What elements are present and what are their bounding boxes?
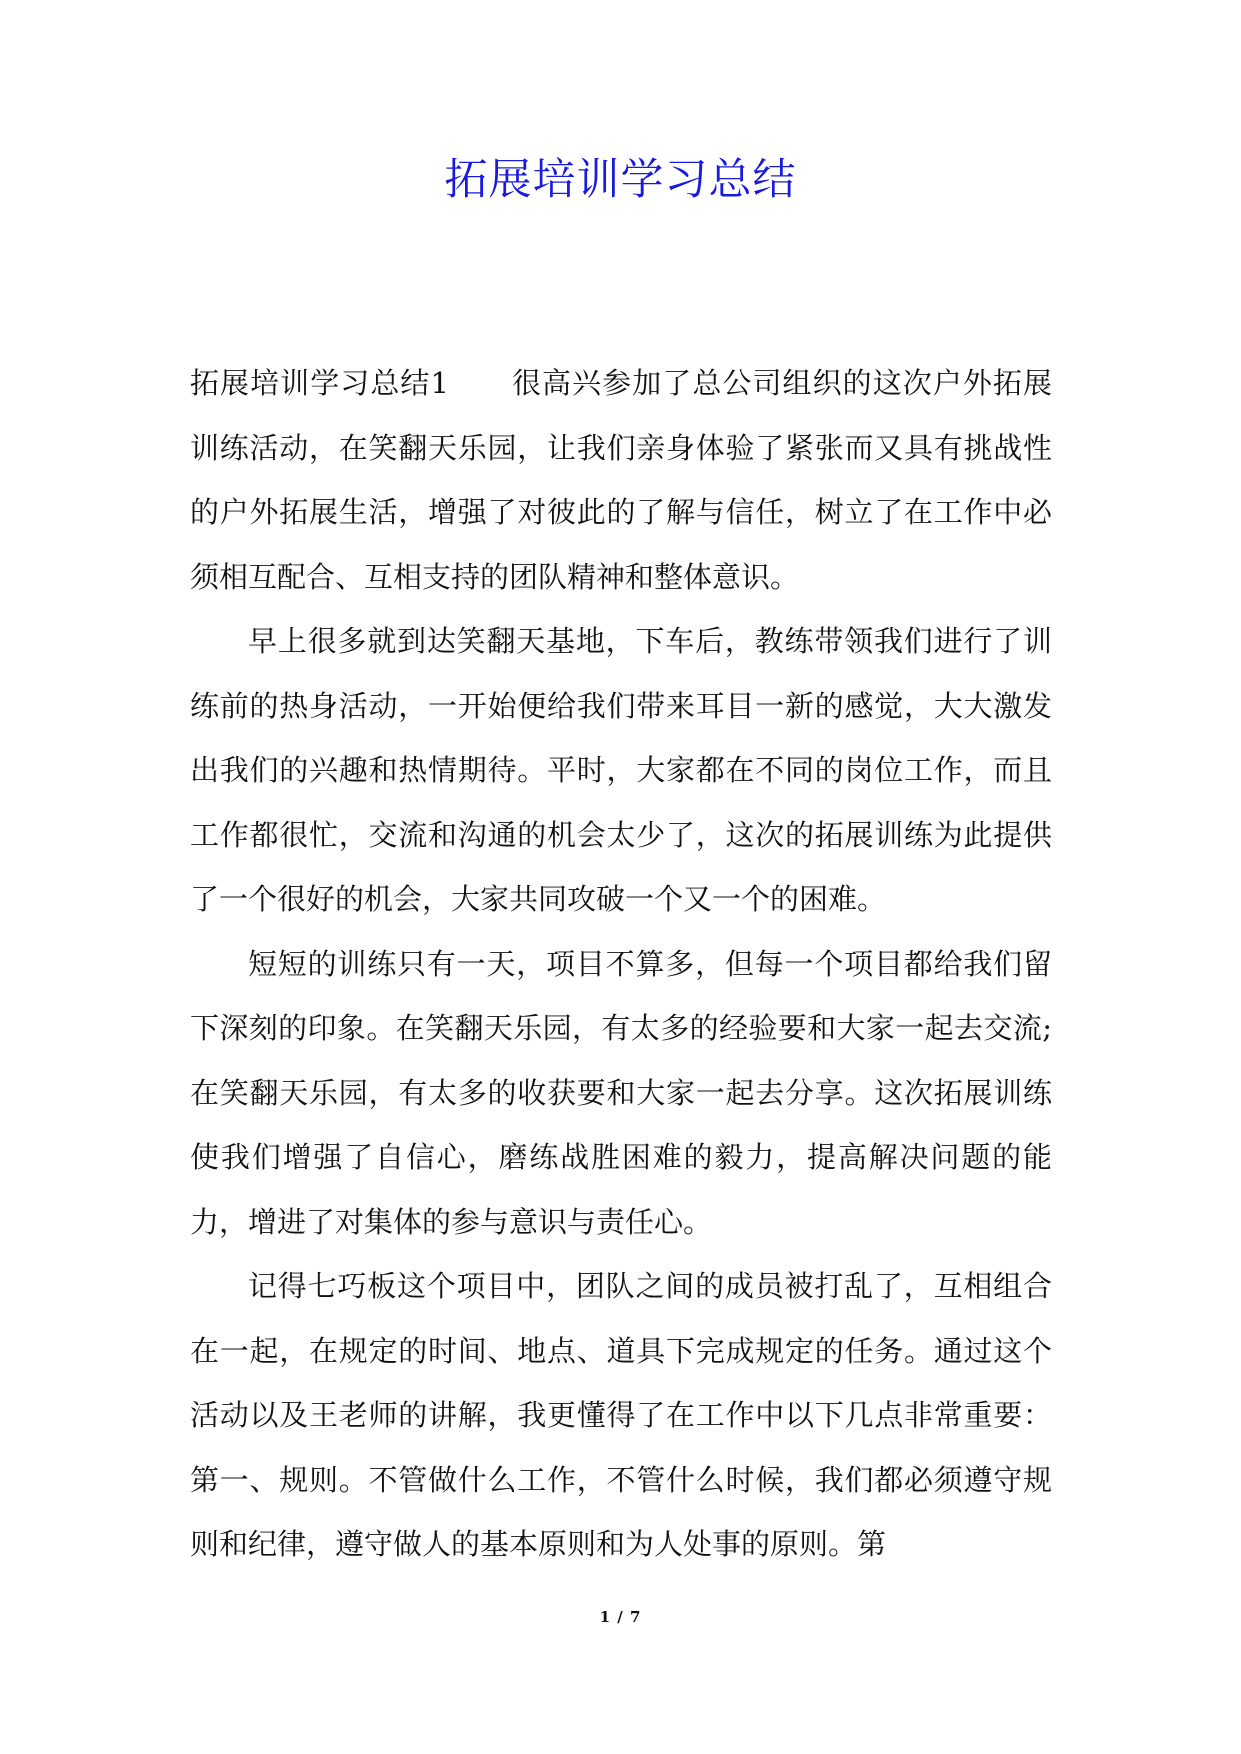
section-heading: 拓展培训学习总结1 bbox=[190, 366, 449, 400]
document-title: 拓展培训学习总结 bbox=[444, 155, 797, 205]
paragraph-4: 记得七巧板这个项目中，团队之间的成员被打乱了，互相组合在一起，在规定的时间、地点、道具下完成规定的任务。通过这个活动以及王老师的讲解，我更懂得了在工作中以下几点非常重要：第一、规则。不管做什么工作，不管什么时候，我们都必须遵守规则和纪律，遵守做人的基本原则和为人处事的原则。第 bbox=[190, 1269, 1052, 1561]
page-number: 1 / 7 bbox=[599, 1608, 642, 1626]
paragraph-2: 早上很多就到达笑翻天基地，下车后，教练带领我们进行了训练前的热身活动，一开始便给我们带来耳目一新的感觉，大大激发出我们的兴趣和热情期待。平时，大家都在不同的岗位工作，而且工作都很忙，交流和沟通的机会太少了，这次的拓展训练为此提供了一个很好的机会，大家共同攻破一个又一个的困难。 bbox=[190, 624, 1052, 916]
paragraph-1 bbox=[190, 351, 1052, 609]
document-body bbox=[190, 351, 1052, 1577]
paragraph-3: 短短的训练只有一天，项目不算多，但每一个项目都给我们留下深刻的印象。在笑翻天乐园，有太多的经验要和大家一起去交流;在笑翻天乐园，有太多的收获要和大家一起去分享。这次拓展训练使我们增强了自信心，磨练战胜困难的毅力，提高解决问题的能力，增进了对集体的参与意识与责任心。 bbox=[190, 946, 1052, 1239]
paragraph-1-text: 很高兴参加了总公司组织的这次户外拓展训练活动，在笑翻天乐园，让我们亲身体验了紧张而又具有挑战性的户外拓展生活，增强了对彼此的了解与信任，树立了在工作中必须相互配合、互相支持的团队精神和整体意识。 bbox=[190, 366, 1052, 594]
